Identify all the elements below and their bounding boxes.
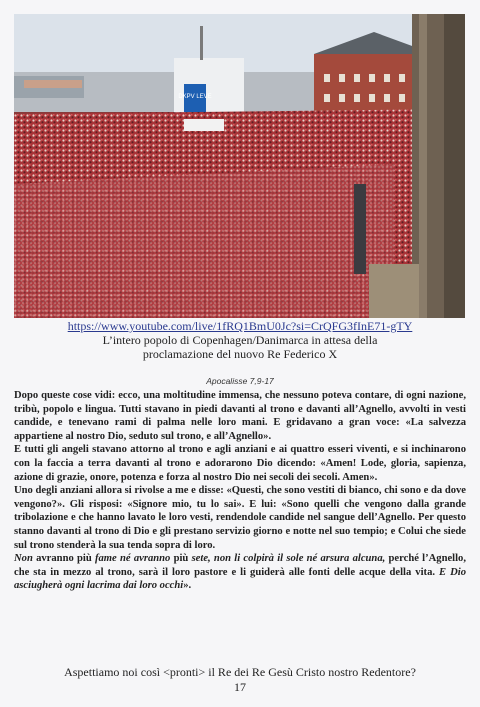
italic-span: E Dio asciugherà ogni lacrima dai loro occhi xyxy=(14,566,466,592)
paragraph-4 xyxy=(14,552,466,593)
text-span: più xyxy=(170,553,192,565)
photo-caption xyxy=(40,333,440,361)
italic-span: sete, non li colpirà il sole né arsura alcuna, xyxy=(191,553,386,565)
text-span: ». xyxy=(183,580,192,592)
italic-span: Non xyxy=(14,553,33,565)
caption-line-2: proclamazione del nuovo Re Federico X xyxy=(142,347,338,361)
screen-text: DKPV LEVE xyxy=(178,94,212,100)
scripture-text xyxy=(14,389,466,593)
text-span: perché l’Agnello, che sta in mezzo al trono, sarà il loro pastore e li guiderà alle fonti delle acque della vita. xyxy=(14,553,466,578)
caption-line-1: L’intero popolo di Copenhagen/Danimarca in attesa della xyxy=(102,333,378,347)
youtube-link[interactable]: https://www.youtube.com/live/1fRQ1BmU0Jc?si=CrQFG3fInE71-gTY xyxy=(67,319,413,333)
crowd-photo xyxy=(14,14,465,318)
paragraph-3: Uno degli anziani allora si rivolse a me e disse: «Questi, che sono vestiti di bianco, chi sono e da dove vengono?». Gli risposi: «Signore mio, tu lo sai». E lui: «Sono quelli che vengono dalla grande tribolazione e che hanno lavato le loro vesti, rendendole candide nel sangue dell’Agnello. Per questo stanno davanti al trono di Dio e gli prestano servizio giorno e notte nel suo tempio; e Colui che siede sul trono stenderà la sua tenda sopra di loro. xyxy=(14,485,467,551)
page-number: 17 xyxy=(234,680,246,694)
paragraph-1: Dopo queste cose vidi: ecco, una moltitudine immensa, che nessuno poteva contare, di ogni nazione, tribù, popolo e lingua. Tutti stavano in piedi davanti al trono e davanti all’Agnello, avvolti in vesti candide, e tenevano rami di palma nelle loro mani. E gridavano a gran voce: «La salvezza appartiene al nostro Dio, seduto sul trono, e all’Agnello». xyxy=(14,390,466,442)
italic-span: fame né avranno xyxy=(94,553,171,565)
text-span: avranno più xyxy=(32,553,95,565)
bible-reference: Apocalisse 7,9-17 xyxy=(206,376,274,386)
crowd-photo-icon xyxy=(14,14,465,318)
closing-question: Aspettiamo noi così <pronti> il Re dei Re Gesù Cristo nostro Redentore? xyxy=(64,665,416,679)
paragraph-2: E tutti gli angeli stavano attorno al trono e agli anziani e ai quattro esseri viventi, e si inchinarono con la faccia a terra davanti al trono e adorarono Dio dicendo: «Amen! Lode, gloria, sapienza, azione di grazie, onore, potenza e forza al nostro Dio nei secoli dei secoli. Amen». xyxy=(14,444,466,483)
